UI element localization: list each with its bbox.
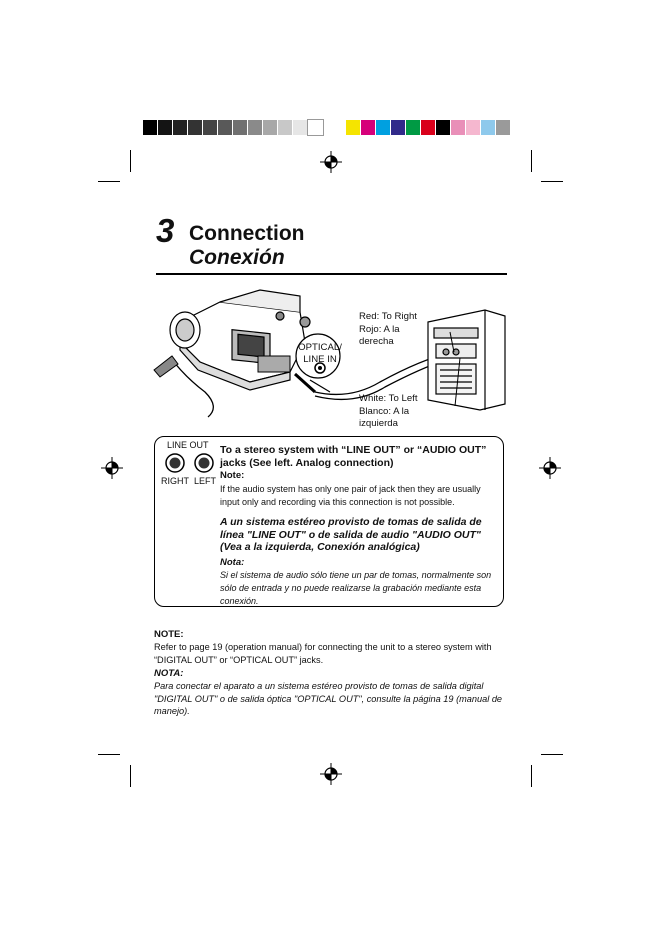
red-to-right-label: Red: To Right (359, 311, 417, 322)
calibration-swatch (173, 120, 188, 135)
registration-mark-icon (320, 151, 342, 173)
section-number: 3 (156, 212, 175, 249)
crop-mark (98, 181, 120, 182)
calibration-swatch (391, 120, 406, 135)
note-label: Note: (220, 470, 245, 481)
calibration-swatch (278, 120, 293, 135)
footer-nota-text: Para conectar el aparato a un sistema estéreo provisto de tomas de salida digital "DIGITAL OUT" o de salida óptica "OPTICAL OUT", consulte la página 19 (manual de manejo). (154, 681, 503, 716)
calibration-swatch (361, 120, 376, 135)
calibration-swatch (406, 120, 421, 135)
calibration-swatch (421, 120, 436, 135)
calibration-swatch (248, 120, 263, 135)
crop-mark (130, 150, 131, 172)
color-calibration-bar (346, 120, 511, 135)
footer-note-text: Refer to page 19 (operation manual) for connecting the unit to a stereo system with “DIGITAL OUT” or “OPTICAL OUT” jacks. (154, 642, 492, 665)
calibration-swatch (376, 120, 391, 135)
crop-mark (531, 765, 532, 787)
calibration-swatch (481, 120, 496, 135)
line-out-jacks-icon (164, 452, 216, 474)
calibration-swatch (466, 120, 481, 135)
calibration-swatch (308, 120, 323, 135)
line-out-jack-title: LINE OUT (167, 440, 209, 450)
registration-mark-icon (539, 457, 561, 479)
stereo-speaker-icon (428, 310, 505, 410)
note-text: If the audio system has only one pair of jack then they are usually input only and recording via this connection is not possible. (220, 484, 481, 507)
nota-text: Si el sistema de audio sólo tiene un par de tomas, normalmente son sólo de entrada y no puede realizarse la grabación mediante esta conexión. (220, 570, 492, 606)
section-title-spanish: Conexión (189, 246, 285, 269)
footer-nota-label: NOTA: (154, 668, 184, 679)
registration-mark-icon (320, 763, 342, 785)
footer-note-label: NOTE: (154, 629, 184, 640)
calibration-swatch (346, 120, 361, 135)
crop-mark (98, 754, 120, 755)
calibration-swatch (293, 120, 308, 135)
jack-right-label: RIGHT (161, 476, 189, 486)
heading-rule (156, 273, 507, 275)
calibration-swatch (451, 120, 466, 135)
calibration-swatch (496, 120, 511, 135)
optical-line-in-label: OPTICAL/ LINE IN (298, 342, 342, 365)
calibration-swatch (436, 120, 451, 135)
calibration-swatch (203, 120, 218, 135)
jack-left-label: LEFT (194, 476, 217, 486)
minidisc-recorder-icon (170, 290, 310, 390)
nota-label: Nota: (220, 557, 245, 568)
registration-mark-icon (101, 457, 123, 479)
calibration-swatch (143, 120, 158, 135)
calibration-swatch (218, 120, 233, 135)
calibration-swatch (263, 120, 278, 135)
grayscale-calibration-bar (143, 120, 323, 135)
white-to-left-label: White: To Left (359, 393, 418, 404)
blanco-a-la-izquierda-label: Blanco: A la izquierda (359, 406, 410, 429)
stereo-line-out-title-spanish: A un sistema estéreo provisto de tomas de salida de línea "LINE OUT" o de salida de audio "AUDIO OUT" (Vea a la izquierda, Conexión analógica) (220, 516, 482, 553)
rojo-a-la-derecha-label: Rojo: A la derecha (359, 324, 400, 347)
calibration-swatch (158, 120, 173, 135)
calibration-swatch (188, 120, 203, 135)
crop-mark (541, 181, 563, 182)
crop-mark (541, 754, 563, 755)
stereo-line-out-title: To a stereo system with “LINE OUT” or “AUDIO OUT” jacks (See left. Analog connection) (220, 444, 487, 469)
crop-mark (130, 765, 131, 787)
section-title-english: Connection (189, 222, 305, 245)
calibration-swatch (233, 120, 248, 135)
crop-mark (531, 150, 532, 172)
